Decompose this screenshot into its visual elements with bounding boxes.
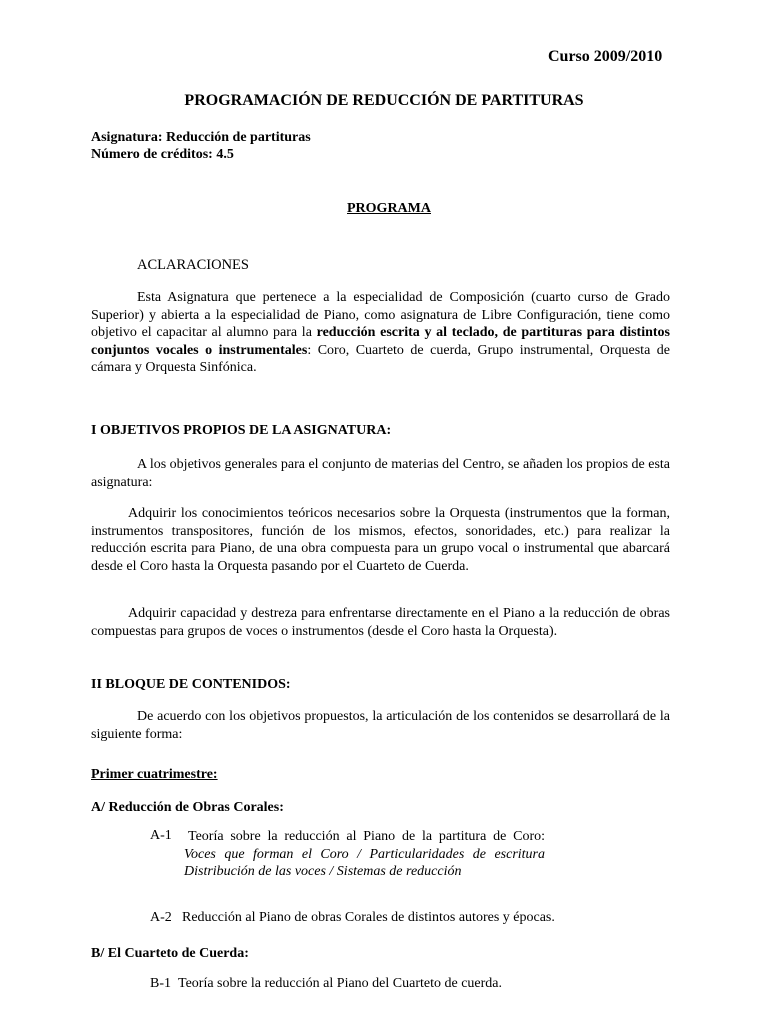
aclaraciones-text-a: Esta Asignatura que pertenece a la especialidad de Composición (cuarto curso de Grado Superior) y abierta a la especialidad de Piano, como asignatura de Libre Configuración, tiene como objetivo el capacitar al alumno para la [91,290,670,340]
item-a1-italic: Voces que forman el Coro / Particularidades de escritura Distribución de las voces / Sistemas de reducción [184,846,545,879]
section-2-heading: II BLOQUE DE CONTENIDOS: [91,677,291,692]
item-a2-label: A-2 [150,910,172,925]
subsection-b-heading: B/ El Cuarteto de Cuerda: [91,946,249,961]
item-a1-text [184,828,545,881]
item-a1-plain: Teoría sobre la reducción al Piano de la partitura de Coro: [188,829,545,844]
section-1-paragraph-2: Adquirir los conocimientos teóricos necesarios sobre la Orquesta (instrumentos que la forman, instrumentos transpositores, función de los mismos, efectos, sonoridades, etc.) para realizar la reducción escrita para Piano, de una obra compuesta para un grupo vocal o instrumental que abarcará desde el Coro hasta la Orquesta pasando por el Cuarteto de Cuerda. [91,506,670,574]
section-1-heading: I OBJETIVOS PROPIOS DE LA ASIGNATURA: [91,423,392,438]
aclaraciones-heading: ACLARACIONES [137,257,249,273]
section-1-paragraph-3: Adquirir capacidad y destreza para enfrentarse directamente en el Piano a la reducción de obras compuestas para grupos de voces o instrumentos (desde el Coro hasta la Orquesta). [91,606,670,639]
credits-label: Número de créditos [91,147,209,162]
credits-line [91,147,234,163]
programa-heading: PROGRAMA [347,201,431,216]
item-b1-text: Teoría sobre la reducción al Piano del Cuarteto de cuerda. [178,976,502,991]
item-a1-label: A-1 [150,828,172,843]
aclaraciones-text-bold: reducción escrita y al teclado, de partituras para distintos conjuntos vocales o instrumentales [91,325,670,358]
aclaraciones-paragraph [91,289,670,377]
course-year: Curso 2009/2010 [548,48,663,65]
section-2-paragraph-1: De acuerdo con los objetivos propuestos, la articulación de los contenidos se desarrollará de la siguiente forma: [91,709,670,742]
subject-line: Asignatura: Reducción de partituras [91,130,311,145]
item-b1-label: B-1 [150,976,171,991]
page-title: PROGRAMACIÓN DE REDUCCIÓN DE PARTITURAS [184,92,584,109]
section-1-paragraph-1: A los objetivos generales para el conjunto de materias del Centro, se añaden los propios de esta asignatura: [91,457,671,490]
item-a2-text: Reducción al Piano de obras Corales de distintos autores y épocas. [182,910,555,925]
first-term-heading: Primer cuatrimestre: [91,767,218,782]
subsection-a-heading: A/ Reducción de Obras Corales: [91,800,284,815]
aclaraciones-text-b: : Coro, Cuarteto de cuerda, Grupo instrumental, Orquesta de cámara y Orquesta Sinfónica. [91,342,671,375]
credits-value: : 4.5 [208,147,234,162]
